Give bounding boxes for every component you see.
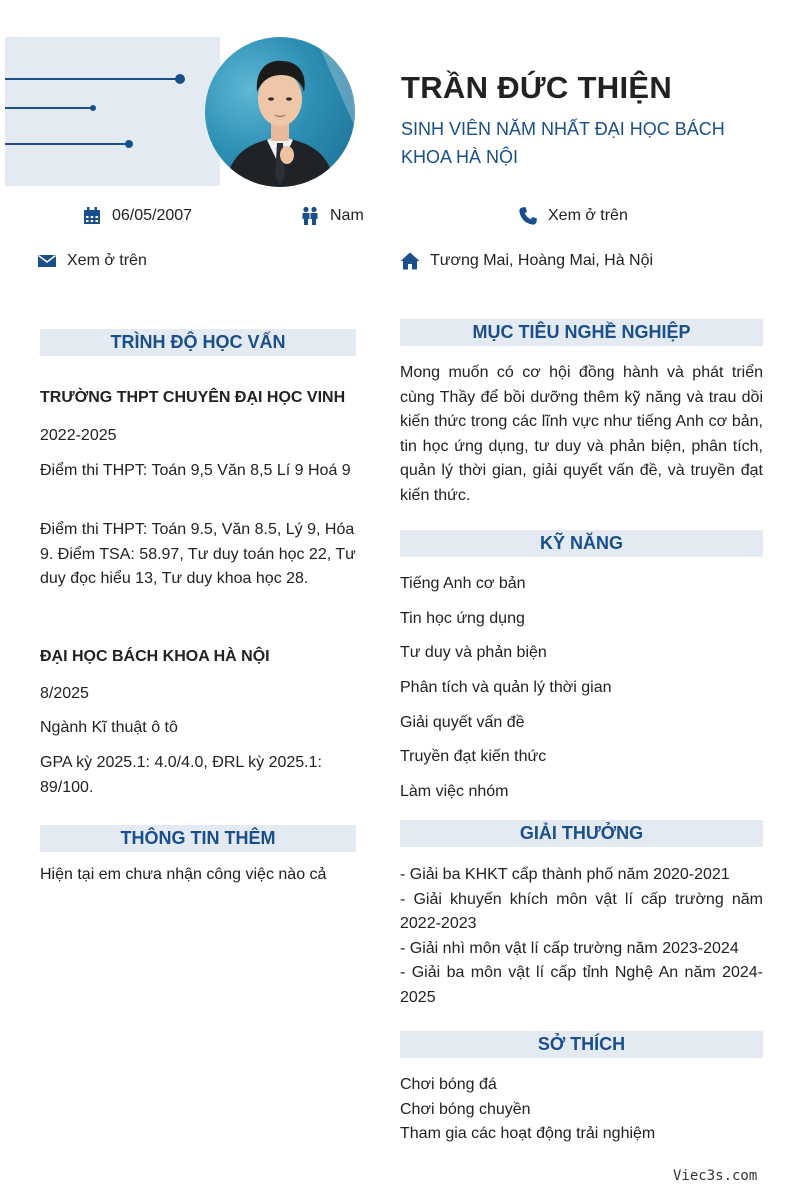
school-name-1: TRƯỜNG THPT CHUYÊN ĐẠI HỌC VINH bbox=[40, 389, 346, 406]
awards-heading: GIẢI THƯỞNG bbox=[400, 820, 763, 847]
school-period-2: 8/2025 bbox=[40, 685, 89, 702]
education-heading: TRÌNH ĐỘ HỌC VẤN bbox=[40, 329, 356, 356]
candidate-name: TRẦN ĐỨC THIỆN bbox=[401, 70, 673, 105]
school-detail-1b: Điểm thi THPT: Toán 9.5, Văn 8.5, Lý 9, Hóa 9. Điểm TSA: 58.97, Tư duy toán học 22, Tư duy đọc hiểu 13, Tư duy khoa học 28. bbox=[40, 521, 356, 587]
decor-line-3 bbox=[5, 143, 129, 145]
calendar-icon bbox=[82, 206, 102, 226]
decor-dot-1 bbox=[175, 74, 185, 84]
skill-item: Truyền đạt kiến thức bbox=[400, 748, 547, 765]
skill-item: Tư duy và phản biện bbox=[400, 644, 547, 661]
school-detail-2b: GPA kỳ 2025.1: 4.0/4.0, ĐRL kỳ 2025.1: 89/100. bbox=[40, 754, 322, 796]
decor-line-1 bbox=[5, 78, 180, 80]
phone-value: Xem ở trên bbox=[548, 207, 628, 224]
skills-list bbox=[400, 572, 763, 807]
email-value: Xem ở trên bbox=[67, 252, 147, 269]
hobby-item: Chơi bóng đá bbox=[400, 1076, 497, 1093]
contact-phone bbox=[518, 206, 628, 226]
address-value: Tương Mai, Hoàng Mai, Hà Nội bbox=[430, 252, 654, 269]
contact-address bbox=[400, 251, 653, 271]
skill-item: Tiếng Anh cơ bản bbox=[400, 575, 526, 592]
gender-icon bbox=[300, 206, 320, 226]
decor-dot-3 bbox=[125, 140, 133, 148]
skill-item: Tin học ứng dụng bbox=[400, 610, 525, 627]
contact-gender bbox=[300, 206, 364, 226]
school-detail-2a: Ngành Kĩ thuật ô tô bbox=[40, 719, 178, 736]
hobby-item: Chơi bóng chuyền bbox=[400, 1100, 531, 1118]
school-detail-1a: Điểm thi THPT: Toán 9,5 Văn 8,5 Lí 9 Hoá 9 bbox=[40, 462, 351, 479]
award-item: - Giải khuyến khích môn vật lí cấp trường năm 2022-2023 bbox=[400, 890, 763, 932]
header-band bbox=[5, 37, 220, 186]
awards-list bbox=[400, 863, 763, 1010]
skill-item: Phân tích và quản lý thời gian bbox=[400, 679, 612, 696]
school-period-1: 2022-2025 bbox=[40, 427, 117, 444]
decor-dot-2 bbox=[90, 105, 96, 111]
footer-brand: Viec3s.com bbox=[673, 1168, 758, 1184]
contact-birthday bbox=[82, 206, 192, 226]
award-item: - Giải nhì môn vật lí cấp trường năm 2023-2024 bbox=[400, 939, 739, 957]
gender-value: Nam bbox=[330, 207, 364, 224]
skills-heading: KỸ NĂNG bbox=[400, 530, 763, 557]
hobbies-heading: SỞ THÍCH bbox=[400, 1031, 763, 1058]
birthday-value: 06/05/2007 bbox=[112, 207, 193, 224]
award-item: - Giải ba môn vật lí cấp tỉnh Nghệ An năm 2024-2025 bbox=[400, 964, 763, 1006]
contact-email bbox=[37, 251, 147, 271]
candidate-subtitle: SINH VIÊN NĂM NHẤT ĐẠI HỌC BÁCH KHOA HÀ NỘI bbox=[401, 119, 725, 167]
phone-icon bbox=[518, 206, 538, 226]
extra-heading: THÔNG TIN THÊM bbox=[40, 825, 356, 852]
home-icon bbox=[400, 251, 420, 271]
school-name-2: ĐẠI HỌC BÁCH KHOA HÀ NỘI bbox=[40, 648, 270, 665]
award-item: - Giải ba KHKT cấp thành phố năm 2020-2021 bbox=[400, 866, 730, 883]
envelope-icon bbox=[37, 251, 57, 271]
hobbies-list bbox=[400, 1073, 763, 1147]
education-section bbox=[40, 386, 356, 806]
objective-text: Mong muốn có cơ hội đồng hành và phát triển cùng Thầy để bồi dưỡng thêm kỹ năng và trau dồi kiến thức trong các lĩnh vực như tiếng Anh cơ bản, tin học ứng dụng, tư duy và phản biện, phân tích, quản lý thời gian, giải quyết vấn đề, và truyền đạt kiến thức. bbox=[400, 364, 763, 504]
hobby-item: Tham gia các hoạt động trải nghiệm bbox=[400, 1125, 656, 1142]
skill-item: Giải quyết vấn đề bbox=[400, 714, 525, 731]
avatar bbox=[205, 37, 355, 187]
skill-item: Làm việc nhóm bbox=[400, 783, 509, 800]
decor-line-2 bbox=[5, 107, 93, 109]
objective-heading: MỤC TIÊU NGHỀ NGHIỆP bbox=[400, 319, 763, 346]
extra-text: Hiện tại em chưa nhận công việc nào cả bbox=[40, 866, 327, 883]
